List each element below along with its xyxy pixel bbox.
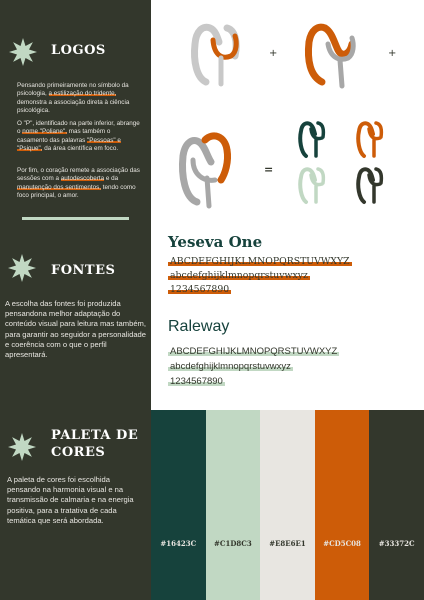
color-swatch <box>315 410 370 600</box>
font-name-serif: Yeseva One <box>168 233 263 251</box>
plus-symbol: + <box>388 48 397 59</box>
logo-mini-dark-green <box>296 118 330 160</box>
logo-mini-mint <box>296 164 330 206</box>
highlight: nome "Poliane", <box>22 128 67 136</box>
text-span: demonstra a associação direta à ciência psicológica. <box>17 98 130 115</box>
plus-symbol: + <box>269 48 278 59</box>
color-swatch-label: #CD5C08 <box>323 539 361 548</box>
font-sample-digits: 1234567890 <box>170 376 223 387</box>
logo-mini-orange <box>354 118 388 160</box>
font-sample-lower: abcdefghijklmnopqrstuvwxyz <box>170 270 308 281</box>
text-span: Por fim, o coração remete a associação das sessões com a <box>17 167 140 183</box>
text-span: tendo como foco principal, o amor. <box>17 183 136 200</box>
text-span: mas também o casamento das palavras <box>17 128 111 144</box>
palette-title-line: CORES <box>51 445 106 460</box>
fonts-title: FONTES <box>51 263 116 278</box>
color-swatch <box>151 410 206 600</box>
sparkle-icon <box>7 432 37 462</box>
logos-paragraph-2 <box>17 120 141 154</box>
sparkle-icon <box>7 253 37 283</box>
highlight: autodescoberta <box>60 175 105 183</box>
color-swatch <box>206 410 261 600</box>
text-span: O "P", identificado na parte inferior, abrange o <box>17 120 140 136</box>
fonts-paragraph: A escolha das fontes foi produzida pensandona melhor adaptação do conteúdo visual para leitura mas também, para garantir ao seguidor a personalidade e coerência com o que o perfil apresentará. <box>5 299 147 360</box>
palette-paragraph: A paleta de cores foi escolhida pensando na harmonia visual e na transmissão de calmaria e na energia positiva, para a tratativa de cada temática que será abordada. <box>7 475 134 525</box>
highlight: "Pessoas" e "Psique", <box>17 136 121 153</box>
font-name-sans: Raleway <box>168 318 230 335</box>
color-swatch-label: #E8E6E1 <box>269 539 306 548</box>
color-swatch <box>369 410 424 600</box>
text-span: da área científica em foco. <box>42 145 119 153</box>
font-sample-lower: abcdefghijklmnopqrstuvwxyz <box>170 361 291 372</box>
logo-final-gray-orange <box>175 128 247 210</box>
text-span: e da <box>104 175 119 183</box>
palette-title-line: PALETA DE <box>51 428 139 443</box>
color-swatch <box>260 410 315 600</box>
color-swatch-label: #33372C <box>378 539 415 548</box>
logo-variant-gray-p <box>183 20 245 92</box>
equals-symbol: = <box>264 163 274 176</box>
highlight: a estilização do tridente, <box>48 90 117 98</box>
logo-mini-charcoal <box>354 164 388 206</box>
logos-title: LOGOS <box>51 43 106 58</box>
highlight: manutenção dos sentimentos, <box>17 183 102 191</box>
logos-paragraph-3 <box>17 167 141 201</box>
palette-title <box>51 427 138 461</box>
font-sample-upper: ABCDEFGHIJKLMNOPQRSTUVWXYZ <box>170 346 338 357</box>
logo-variant-orange-p <box>298 20 366 92</box>
logos-paragraph-1 <box>17 82 141 116</box>
sparkle-icon <box>8 37 38 67</box>
font-sample-digits: 1234567890 <box>170 284 230 295</box>
left-panel <box>0 0 151 600</box>
text-span: Pensando primeiramente no símbolo da psicologia, <box>17 82 129 98</box>
color-swatch-label: #16423C <box>160 539 197 548</box>
color-swatch-label: #C1D8C3 <box>214 539 252 548</box>
section-divider <box>22 217 129 220</box>
font-sample-upper: ABCDEFGHIJKLMNOPQRSTUVWXYZ <box>170 256 350 267</box>
